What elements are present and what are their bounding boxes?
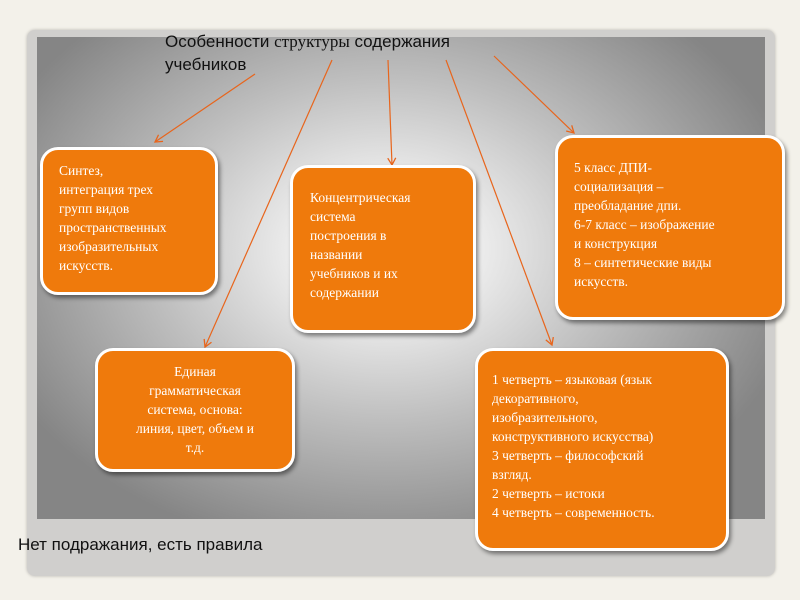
box-line: изобразительного,: [492, 410, 598, 425]
box-line: групп видов: [59, 201, 130, 216]
box-line: взгляд.: [492, 467, 532, 482]
box-line: и конструкция: [574, 236, 658, 251]
box-line: 4 четверть – современность.: [492, 505, 655, 520]
box-line: система, основа:: [147, 402, 243, 417]
box-line: интеграция трех: [59, 182, 154, 197]
box-line: изобразительных: [59, 239, 159, 254]
box-line: преобладание дпи.: [574, 198, 682, 213]
title-part3: содержания: [354, 32, 451, 51]
title-part1: Особенности: [165, 32, 270, 51]
box-line: искусств.: [574, 274, 628, 289]
slide-title: [165, 30, 585, 76]
box-line: декоративного,: [492, 391, 579, 406]
box-line: 6-7 класс – изображение: [574, 217, 715, 232]
box-line: учебников и их: [310, 266, 398, 281]
box-line: социализация –: [574, 179, 664, 194]
box-line: т.д.: [185, 440, 205, 455]
footer-caption: Нет подражания, есть правила: [18, 535, 263, 554]
title-line2: учебников: [165, 55, 247, 74]
box-line: искусств.: [59, 258, 113, 273]
synthesis-box: [40, 147, 218, 295]
box-line: пространственных: [59, 220, 167, 235]
box-line: конструктивного искусства): [492, 429, 654, 444]
box-line: Концентрическая: [310, 190, 411, 205]
title-part2: структуры: [274, 32, 350, 51]
box-line: грамматическая: [149, 383, 241, 398]
box-line: 1 четверть – языковая (язык: [492, 372, 652, 387]
grades-box: [555, 135, 785, 320]
box-line: 5 класс ДПИ-: [574, 160, 652, 175]
box-line: система: [310, 209, 356, 224]
grammar-box: [95, 348, 295, 472]
quarters-box: [475, 348, 729, 551]
concentric-box: [290, 165, 476, 333]
box-line: 2 четверть – истоки: [492, 486, 605, 501]
box-line: названии: [310, 247, 363, 262]
box-line: Синтез,: [59, 163, 104, 178]
box-line: 8 – синтетические виды: [574, 255, 712, 270]
box-line: содержании: [310, 285, 379, 300]
box-line: построения в: [310, 228, 387, 243]
arrow-to-synthesis: [155, 74, 255, 142]
box-line: Единая: [174, 364, 216, 379]
box-line: линия, цвет, объем и: [136, 421, 254, 436]
box-line: 3 четверть – философский: [492, 448, 644, 463]
